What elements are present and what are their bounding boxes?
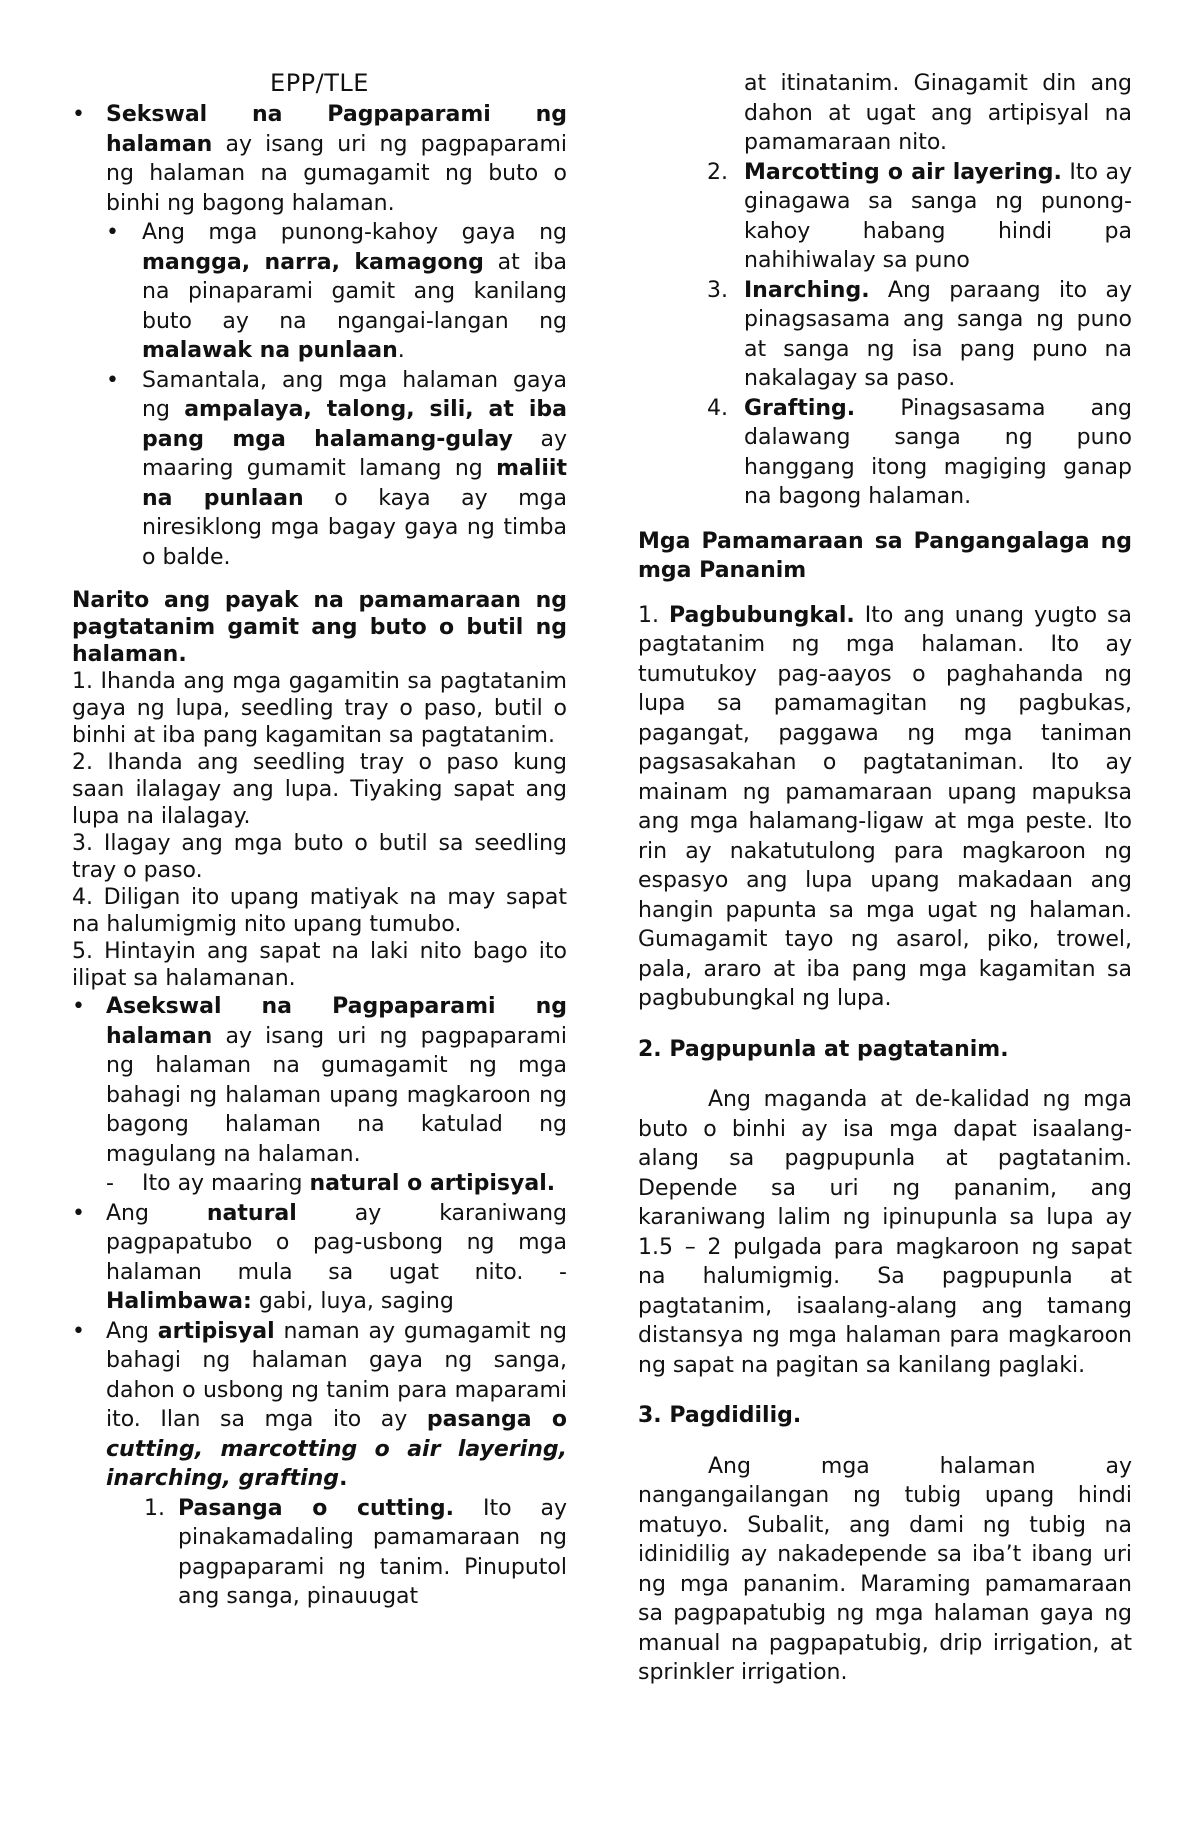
step-2: 2. Ihanda ang seedling tray o paso kung saan ilalagay ang lupa. Tiyaking sapat ang lupa na ilalagay. [72, 750, 567, 829]
section-pagbubungkal [638, 601, 1132, 1014]
bullet-asekswal [72, 992, 567, 1169]
sub2-mid: ay maaring gumamit lamang ng [142, 426, 567, 481]
method-3-text: Ang paraang ito ay pinagsasama ang sanga ng puno at sanga ng isa pang puno na nakalagay sa paso. [744, 277, 1132, 391]
dash-pre: Ito ay maaring [142, 1171, 310, 1196]
method-2-marker: 2. [707, 159, 728, 185]
sub2-pre: Samantala, ang mga halaman gaya ng [142, 367, 567, 422]
dash-marker: - [106, 1171, 114, 1196]
method-3-inarching [638, 276, 1132, 394]
bullet-artipisyal [72, 1317, 567, 1494]
artipisyal-pre: Ang [106, 1318, 158, 1344]
method-2-marcotting [638, 158, 1132, 276]
dilig-text: Ang mga halaman ay nangangailangan ng tubig upang hindi matuyo. Subalit, ang dami ng tubig na idinidilig ay nakadepende sa iba’t ibang uri ng mga pananim. Maraming pamamaraan sa pagpapatubig ng mga halaman gaya ng manual na pagpapatubig, drip irrigation, at sprinkler irrigation. [638, 1453, 1132, 1685]
method-4-marker: 4. [707, 395, 728, 421]
natural-term: natural [206, 1200, 297, 1226]
method-1-marker: 1. [144, 1495, 165, 1521]
method-1-pasanga [72, 1494, 567, 1612]
artipisyal-text: naman ay gumagamit ng bahagi ng halaman gaya ng sanga, dahon o usbong ng tanim para maparami ito. Ilan sa mga ito ay [106, 1318, 567, 1432]
dash-bold: natural o artipisyal. [309, 1171, 556, 1196]
text-asekswal: ay isang uri ng pagpaparami ng halaman na gumagamit ng mga bahagi ng halaman upang magkaroon ng bagong halaman na katulad ng magulang na halaman. [106, 1023, 567, 1167]
method-2-text: Ito ay ginagawa sa sanga ng punong-kahoy habang hindi pa nahihiwalay sa puno [744, 159, 1133, 273]
bungkal-number: 1. [638, 602, 670, 628]
step-5: 5. Hintayin ang sapat na laki nito bago ito ilipat sa halamanan. [72, 939, 567, 991]
method-2-term: Marcotting o air layering. [744, 159, 1062, 185]
dash-item-natural-artipisyal [72, 1169, 567, 1199]
method-1-term: Pasanga o cutting. [178, 1495, 454, 1521]
artipisyal-term: artipisyal [157, 1318, 275, 1344]
method-4-grafting [638, 394, 1132, 512]
steps-heading: Narito ang payak na pamamaraan ng pagtatanim gamit ang buto o butil ng halaman. [72, 588, 567, 667]
dilig-heading: 3. Pagdidilig. [638, 1403, 802, 1428]
text-sekswal: ay isang uri ng pagpaparami ng halaman na gumagamit ng buto o binhi ng bagong halaman. [106, 131, 567, 216]
method-4-text: Pinagsasama ang dalawang sanga ng puno hanggang itong magiging ganap na bagong halaman. [744, 395, 1132, 509]
method-1-text: Ito ay pinakamadaling pamamaraan ng pagpaparami ng tanim. Pinuputol ang sanga, pinauugat [178, 1495, 567, 1609]
step-4: 4. Diligan ito upang matiyak na may sapat na halumigmig nito upang tumubo. [72, 885, 567, 937]
right-column [638, 69, 1132, 1688]
left-column [72, 68, 567, 1612]
term-sekswal: Sekswal na Pagpaparami ng halaman [106, 102, 567, 157]
artipisyal-bold-pasanga: pasanga o [426, 1407, 567, 1432]
step-1: 1. Ihanda ang mga gagamitin sa pagtatanim gaya ng lupa, seedling tray o paso, butil o binhi at iba pang kagamitan sa pagtatanim. [72, 669, 567, 748]
document-title: EPP/TLE [270, 69, 369, 97]
sub2-end: o kaya ay mga niresiklong mga bagay gaya ng timba o balde. [142, 485, 567, 570]
artipisyal-methods-list: cutting, marcotting o air layering, inarching, grafting [106, 1436, 567, 1491]
sub1-end: . [397, 338, 405, 363]
sub1-bold-trees: mangga, narra, kamagong [142, 249, 484, 275]
natural-example-label: Halimbawa: [106, 1289, 252, 1314]
punla-text: Ang maganda at de-kalidad ng mga buto o binhi ay isa mga dapat isaalang-alang sa pagpupunla at pagtatanim. Depende sa uri ng pananim, ang karaniwang lalim ng ipinupunla sa lupa ay 1.5 – 2 pulgada para magkaroon ng sapat na halumigmig. Sa pagpupunla at pagtatanim, isaalang-alang ang tamang distansya ng mga halaman para magkaroon ng sapat na pagitan sa kanilang paglaki. [638, 1087, 1132, 1378]
term-asekswal: Asekswal na Pagpaparami ng halaman [106, 994, 567, 1049]
sub1-bold-punlaan: malawak na punlaan [142, 338, 398, 363]
sub1-mid: at iba na pinaparami gamit ang kanilang buto ay na ngangai-langan ng [142, 249, 567, 334]
care-heading: Mga Pamamaraan sa Pangangalaga ng mga Pananim [638, 528, 1132, 583]
bungkal-text: Ito ang unang yugto sa pagtatanim ng mga halaman. Ito ay tumutukoy pag-aayos o paghahanda ng lupa sa pamamagitan ng pagbukas, pagangat, paggawa ng mga taniman pagsasakahan o pagtataniman. Ito ay mainam ng pamamaraan upang mapuksa ang mga halamang-ligaw at mga peste. Ito rin ay nakatutulong para magkaroon ng espasyo ang lupa upang makadaan ang hangin papunta sa mga ugat ng halaman. Gumagamit tayo ng asarol, piko, trowel, pala, araro at iba pang mga kagamitan sa pagbubungkal ng lupa. [638, 602, 1133, 1011]
method-3-marker: 3. [707, 277, 728, 303]
step-3: 3. Ilagay ang mga buto o butil sa seedling tray o paso. [72, 831, 567, 883]
punla-heading: 2. Pagpupunla at pagtatanim. [638, 1036, 1009, 1062]
natural-pre: Ang [106, 1200, 207, 1226]
sub-bullet-gulay [72, 366, 567, 573]
sub2-bold-gulay: ampalaya, talong, sili, at iba pang mga halamang-gulay [142, 397, 567, 452]
method-1-continued: at itinatanim. Ginagamit din ang dahon at ugat ang artipisyal na pamamaraan nito. [744, 71, 1132, 155]
bungkal-term: Pagbubungkal. [669, 602, 855, 628]
bullet-sekswal [72, 100, 567, 218]
bullet-natural [72, 1199, 567, 1317]
method-3-term: Inarching. [744, 277, 870, 303]
sub2-bold-punlaan: maliit na punlaan [142, 456, 567, 511]
artipisyal-end: . [339, 1466, 348, 1491]
sub-bullet-punong-kahoy [72, 218, 567, 366]
natural-example: gabi, luya, saging [251, 1289, 454, 1314]
natural-text: ay karaniwang pagpapatubo o pag-usbong ng mga halaman mula sa ugat nito. - [106, 1200, 567, 1285]
sub1-pre: Ang mga punong-kahoy gaya ng [142, 220, 567, 245]
method-4-term: Grafting. [744, 395, 856, 421]
